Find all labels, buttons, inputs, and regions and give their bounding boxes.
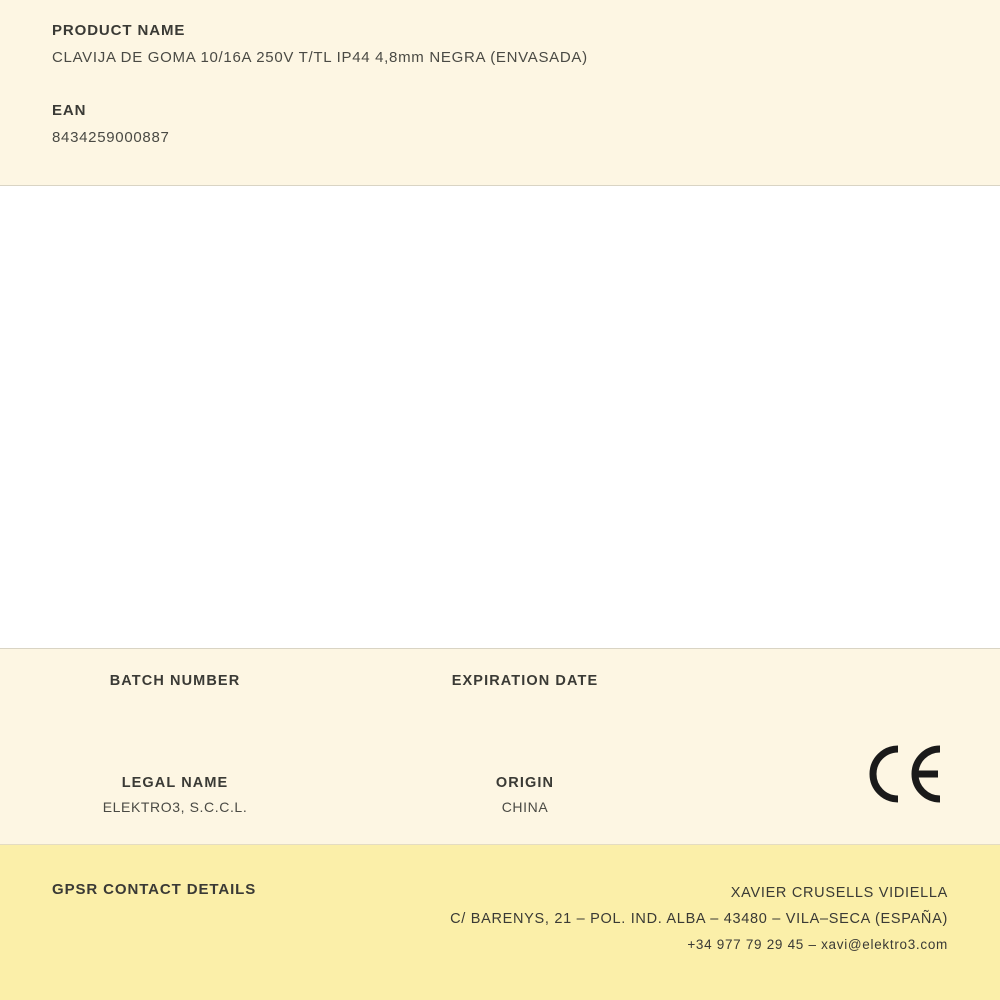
footer-section: [0, 845, 1000, 1000]
header-spacer: [52, 66, 948, 102]
origin-cell: [350, 775, 700, 815]
product-name-label: PRODUCT NAME: [52, 22, 186, 39]
expiration-date-cell: [350, 673, 700, 713]
contact-name: XAVIER CRUSELLS VIDIELLA: [730, 885, 948, 901]
origin-label: ORIGIN: [495, 775, 555, 791]
info-grid-bottom: [0, 775, 700, 815]
legal-name-cell: [0, 775, 350, 815]
info-row-legal-origin: [0, 775, 1000, 815]
contact-phone-email: +34 977 79 29 45 – xavi@elektro3.com: [687, 936, 948, 952]
info-panel: [0, 649, 1000, 845]
header-section: [0, 0, 1000, 186]
expiration-date-label: EXPIRATION DATE: [451, 673, 599, 689]
gpsr-contact-details: [450, 881, 948, 957]
ean-label: EAN: [52, 102, 87, 119]
product-image-area: [0, 186, 1000, 649]
product-name-value: CLAVIJA DE GOMA 10/16A 250V T/TL IP44 4,8mm NEGRA (ENVASADA): [52, 49, 588, 66]
batch-number-label: BATCH NUMBER: [109, 673, 241, 689]
legal-name-value: ELEKTRO3, S.C.C.L.: [102, 799, 248, 815]
batch-number-cell: [0, 673, 350, 713]
ce-marking-icon: [862, 743, 948, 805]
info-row-batch-expiry: [0, 673, 1000, 713]
origin-value: CHINA: [501, 799, 549, 815]
contact-address: C/ BARENYS, 21 – POL. IND. ALBA – 43480 – VILA–SECA (ESPAÑA): [450, 910, 948, 927]
batch-number-value: [0, 697, 350, 713]
info-grid-top: [0, 673, 700, 713]
expiration-date-value: [350, 697, 700, 713]
ean-value: 8434259000887: [52, 129, 170, 146]
gpsr-contact-label: GPSR CONTACT DETAILS: [52, 881, 257, 898]
legal-name-label: LEGAL NAME: [121, 775, 229, 791]
